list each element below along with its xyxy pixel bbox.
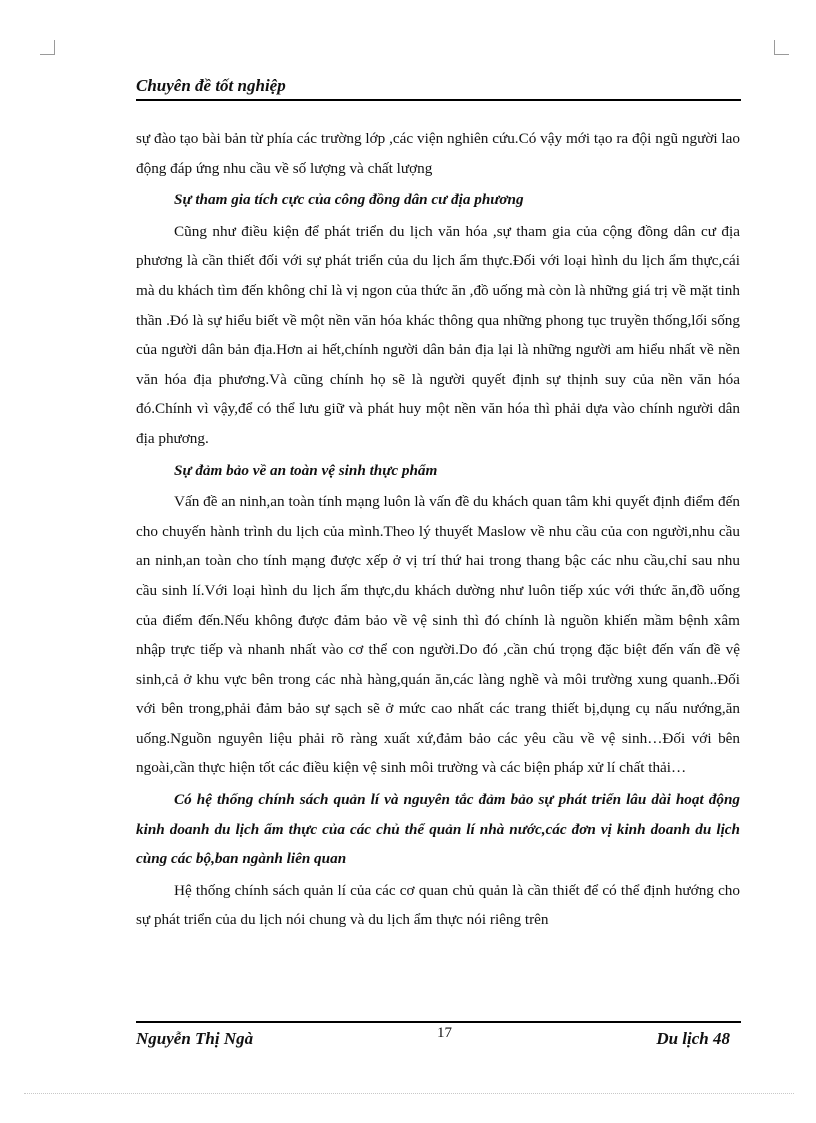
footer-rule [136,1021,741,1023]
footer-department: Du lịch 48 [656,1029,730,1048]
paragraph-1: sự đào tạo bài bản từ phía các trường lớp ,các viện nghiên cứu.Có vậy mới tạo ra đội ngũ người lao động đáp ứng nhu cầu về số lượng và chất lượng [136,130,740,177]
footer-author: Nguyễn Thị Ngà [136,1029,254,1048]
page-bottom-border [24,1093,794,1094]
crop-mark-top-right [774,40,789,55]
paragraph-4: Hệ thống chính sách quản lí của các cơ quan chủ quản là cần thiết để có thể định hướng cho sự phát triển của du lịch nói chung và du lịch ẩm thực nói riêng trên [136,881,740,929]
header-rule [136,99,741,101]
section-heading-1: Sự tham gia tích cực của công đồng dân cư địa phương [174,191,524,209]
paragraph-2: Cũng như điều kiện để phát triển du lịch văn hóa ,sự tham gia của cộng đồng dân cư địa phương là cần thiết đối với sự phát triển của du lịch ẩm thực.Đối với loại hình du lịch ẩm thực,cái mà du khách tìm đến không chỉ là vị ngon của thức ăn ,đồ uống mà còn là những giá trị về mặt tinh thần .Đó là sự hiểu biết về một nền văn hóa khác thông qua những phong tục truyền thống,lối sống của người dân bản địa.Hơn ai hết,chính người dân bản địa lại là những người am hiểu nhất về nền văn hóa địa phương.Và cũng chính họ sẽ là người quyết định sự thịnh suy của nền văn hóa đó.Chính vì vậy,để có thể lưu giữ và phát huy một nền văn hóa thì phải dựa vào chính người dân địa phương. [136,222,740,447]
crop-mark-top-left [40,40,55,55]
header-title: Chuyên đề tốt nghiệp [136,76,286,95]
paragraph-3: Vấn đề an ninh,an toàn tính mạng luôn là vấn đề du khách quan tâm khi quyết định điểm đến cho chuyến hành trình du lịch của mình.Theo lý thuyết Maslow về nhu cầu của con người,nhu cầu an ninh,an toàn cho tính mạng được xếp ở vị trí thứ hai trong thang bậc các nhu cầu,chỉ sau nhu cầu sinh lí.Với loại hình du lịch ẩm thực,du khách dường như luôn tiếp xúc với thức ăn,đồ uống của điểm đến.Nếu không được đảm bảo về vệ sinh thì đó chính là nguồn khiến mầm bệnh xâm nhập trực tiếp và nhanh nhất vào cơ thể con người.Do đó ,cần chú trọng đặc biệt đến vấn đề vệ sinh,cả ở khu vực bên trong các nhà hàng,quán ăn,các làng nghề và môi trường xung quanh..Đối với bên trong,phải đảm bảo sự sạch sẽ ở mức cao nhất các trang thiết bị,dụng cụ nấu nướng,ăn uống.Nguồn nguyên liệu phải rõ ràng xuất xứ,đảm bảo các yêu cầu về vệ sinh…Đối với bên ngoài,cần thực hiện tốt các điều kiện vệ sinh môi trường và các biện pháp xử lí chất thải… [136,493,740,777]
section-heading-2: Sự đảm bảo về an toàn vệ sinh thực phẩm [174,461,438,479]
section-heading-3: Có hệ thống chính sách quản lí và nguyên tắc đảm bảo sự phát triển lâu dài hoạt động kinh doanh du lịch ẩm thực của các chủ thể quản lí nhà nước,các đơn vị kinh doanh du lịch cùng các bộ,ban ngành liên quan [136,791,740,868]
document-body [136,124,740,935]
page-number: 17 [437,1025,452,1041]
